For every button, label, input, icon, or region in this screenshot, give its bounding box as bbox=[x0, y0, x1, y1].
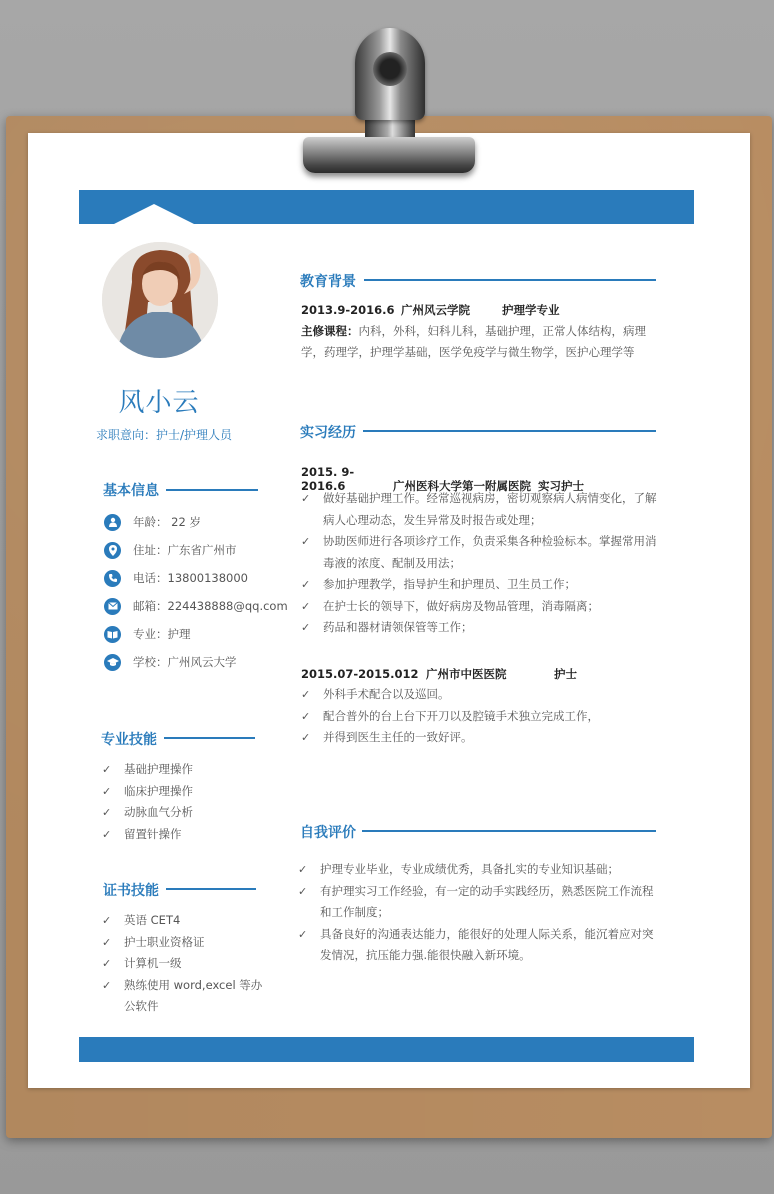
location-pin-icon bbox=[104, 542, 121, 559]
job-intent: 求职意向：护士/护理人员 bbox=[96, 428, 233, 442]
job-2-duties bbox=[301, 684, 661, 749]
internship-title: 实习经历 bbox=[300, 425, 356, 441]
internship-rule bbox=[363, 430, 656, 432]
list-item: ✓ 临床护理操作 bbox=[102, 781, 262, 803]
job-2-role: 护士 bbox=[554, 667, 578, 681]
education-summary bbox=[301, 302, 560, 318]
footer-band bbox=[79, 1037, 694, 1062]
list-item: ✓ 熟练使用 word,excel 等办公软件 bbox=[102, 975, 268, 1018]
list-item: ✓ 外科手术配合以及巡回。 bbox=[301, 684, 661, 706]
list-item: ✓ 药品和器材请领保管等工作； bbox=[301, 617, 661, 639]
education-rule bbox=[364, 279, 656, 281]
self-eval-list bbox=[298, 859, 658, 967]
list-item: ✓ 做好基础护理工作。经常巡视病房，密切观察病人病情变化，了解病人心理动态，发生异常及时报告或处理； bbox=[301, 488, 661, 531]
info-phone bbox=[104, 569, 248, 587]
header-notch bbox=[114, 204, 194, 224]
list-item: ✓ 协助医师进行各项诊疗工作，负责采集各种检验标本。掌握常用消毒液的浓度、配制及用法； bbox=[301, 531, 661, 574]
education-courses bbox=[301, 321, 657, 363]
list-item: ✓ 参加护理教学，指导护生和护理员、卫生员工作； bbox=[301, 574, 661, 596]
list-item: ✓ 具备良好的沟通表达能力，能很好的处理人际关系，能沉着应对突发情况，抗压能力强.能很快融入新环境。 bbox=[298, 924, 658, 967]
info-age-text: 年龄： 22 岁 bbox=[133, 515, 201, 529]
list-item: ✓ 计算机一级 bbox=[102, 953, 268, 975]
avatar bbox=[102, 242, 218, 358]
graduation-cap-icon bbox=[104, 654, 121, 671]
skills-list bbox=[102, 759, 262, 845]
education-period: 2013.9-2016.6 bbox=[301, 303, 395, 317]
skills-rule bbox=[164, 737, 255, 739]
certificates-rule bbox=[166, 888, 256, 890]
clip-base bbox=[303, 137, 475, 173]
self-eval-rule bbox=[362, 830, 656, 832]
list-item: ✓ 配合普外的台上台下开刀以及腔镜手术独立完成工作， bbox=[301, 706, 661, 728]
phone-icon bbox=[104, 570, 121, 587]
list-item: ✓ 留置针操作 bbox=[102, 824, 262, 846]
info-major-text: 专业：护理 bbox=[133, 627, 191, 641]
basic-info-title: 基本信息 bbox=[103, 483, 159, 499]
job-1-period: 2015. 9-2016.6 bbox=[301, 465, 355, 493]
education-major: 护理学专业 bbox=[502, 303, 560, 317]
list-item: ✓ 英语 CET4 bbox=[102, 910, 268, 932]
courses-text: 内科，外科，妇科儿科，基础护理，正常人体结构，病理学，药理学，护理学基础，医学免疫学与微生物学，医护心理学等 bbox=[301, 324, 646, 359]
info-major bbox=[104, 625, 191, 643]
list-item: ✓ 基础护理操作 bbox=[102, 759, 262, 781]
info-school-text: 学校：广州风云大学 bbox=[133, 655, 237, 669]
info-age bbox=[104, 513, 201, 531]
list-item: ✓ 有护理实习工作经验，有一定的动手实践经历，熟悉医院工作流程和工作制度； bbox=[298, 881, 658, 924]
job-2-place: 广州市中医医院 bbox=[426, 667, 507, 681]
skills-title: 专业技能 bbox=[101, 732, 157, 748]
info-phone-text: 电话：13800138000 bbox=[133, 571, 248, 585]
info-address bbox=[104, 541, 237, 559]
job-1-duties bbox=[301, 488, 661, 639]
basic-info-rule bbox=[166, 489, 258, 491]
courses-label: 主修课程： bbox=[301, 324, 359, 338]
list-item: ✓ 护理专业毕业，专业成绩优秀，具备扎实的专业知识基础； bbox=[298, 859, 658, 881]
list-item: ✓ 动脉血气分析 bbox=[102, 802, 262, 824]
book-icon bbox=[104, 626, 121, 643]
person-icon bbox=[104, 514, 121, 531]
job-2-header bbox=[301, 666, 577, 682]
job-1-role: 实习护士 bbox=[538, 479, 585, 493]
mail-icon bbox=[104, 598, 121, 615]
info-address-text: 住址：广东省广州市 bbox=[133, 543, 237, 557]
info-email-text: 邮箱：224438888@qq.com bbox=[133, 599, 288, 613]
self-eval-title: 自我评价 bbox=[300, 825, 356, 841]
job-2-period: 2015.07-2015.012 bbox=[301, 667, 419, 681]
candidate-name: 风小云 bbox=[118, 388, 200, 418]
clip-hole bbox=[373, 52, 407, 86]
list-item: ✓ 并得到医生主任的一致好评。 bbox=[301, 727, 661, 749]
info-email bbox=[104, 597, 288, 615]
job-1-place: 广州医科大学第一附属医院 bbox=[393, 479, 532, 493]
list-item: ✓ 护士职业资格证 bbox=[102, 932, 268, 954]
education-title: 教育背景 bbox=[300, 274, 356, 290]
list-item: ✓ 在护士长的领导下，做好病房及物品管理，消毒隔离； bbox=[301, 596, 661, 618]
info-school bbox=[104, 653, 237, 671]
certificates-title: 证书技能 bbox=[103, 883, 159, 899]
education-school: 广州风云学院 bbox=[401, 303, 471, 317]
certificates-list bbox=[102, 910, 268, 1018]
